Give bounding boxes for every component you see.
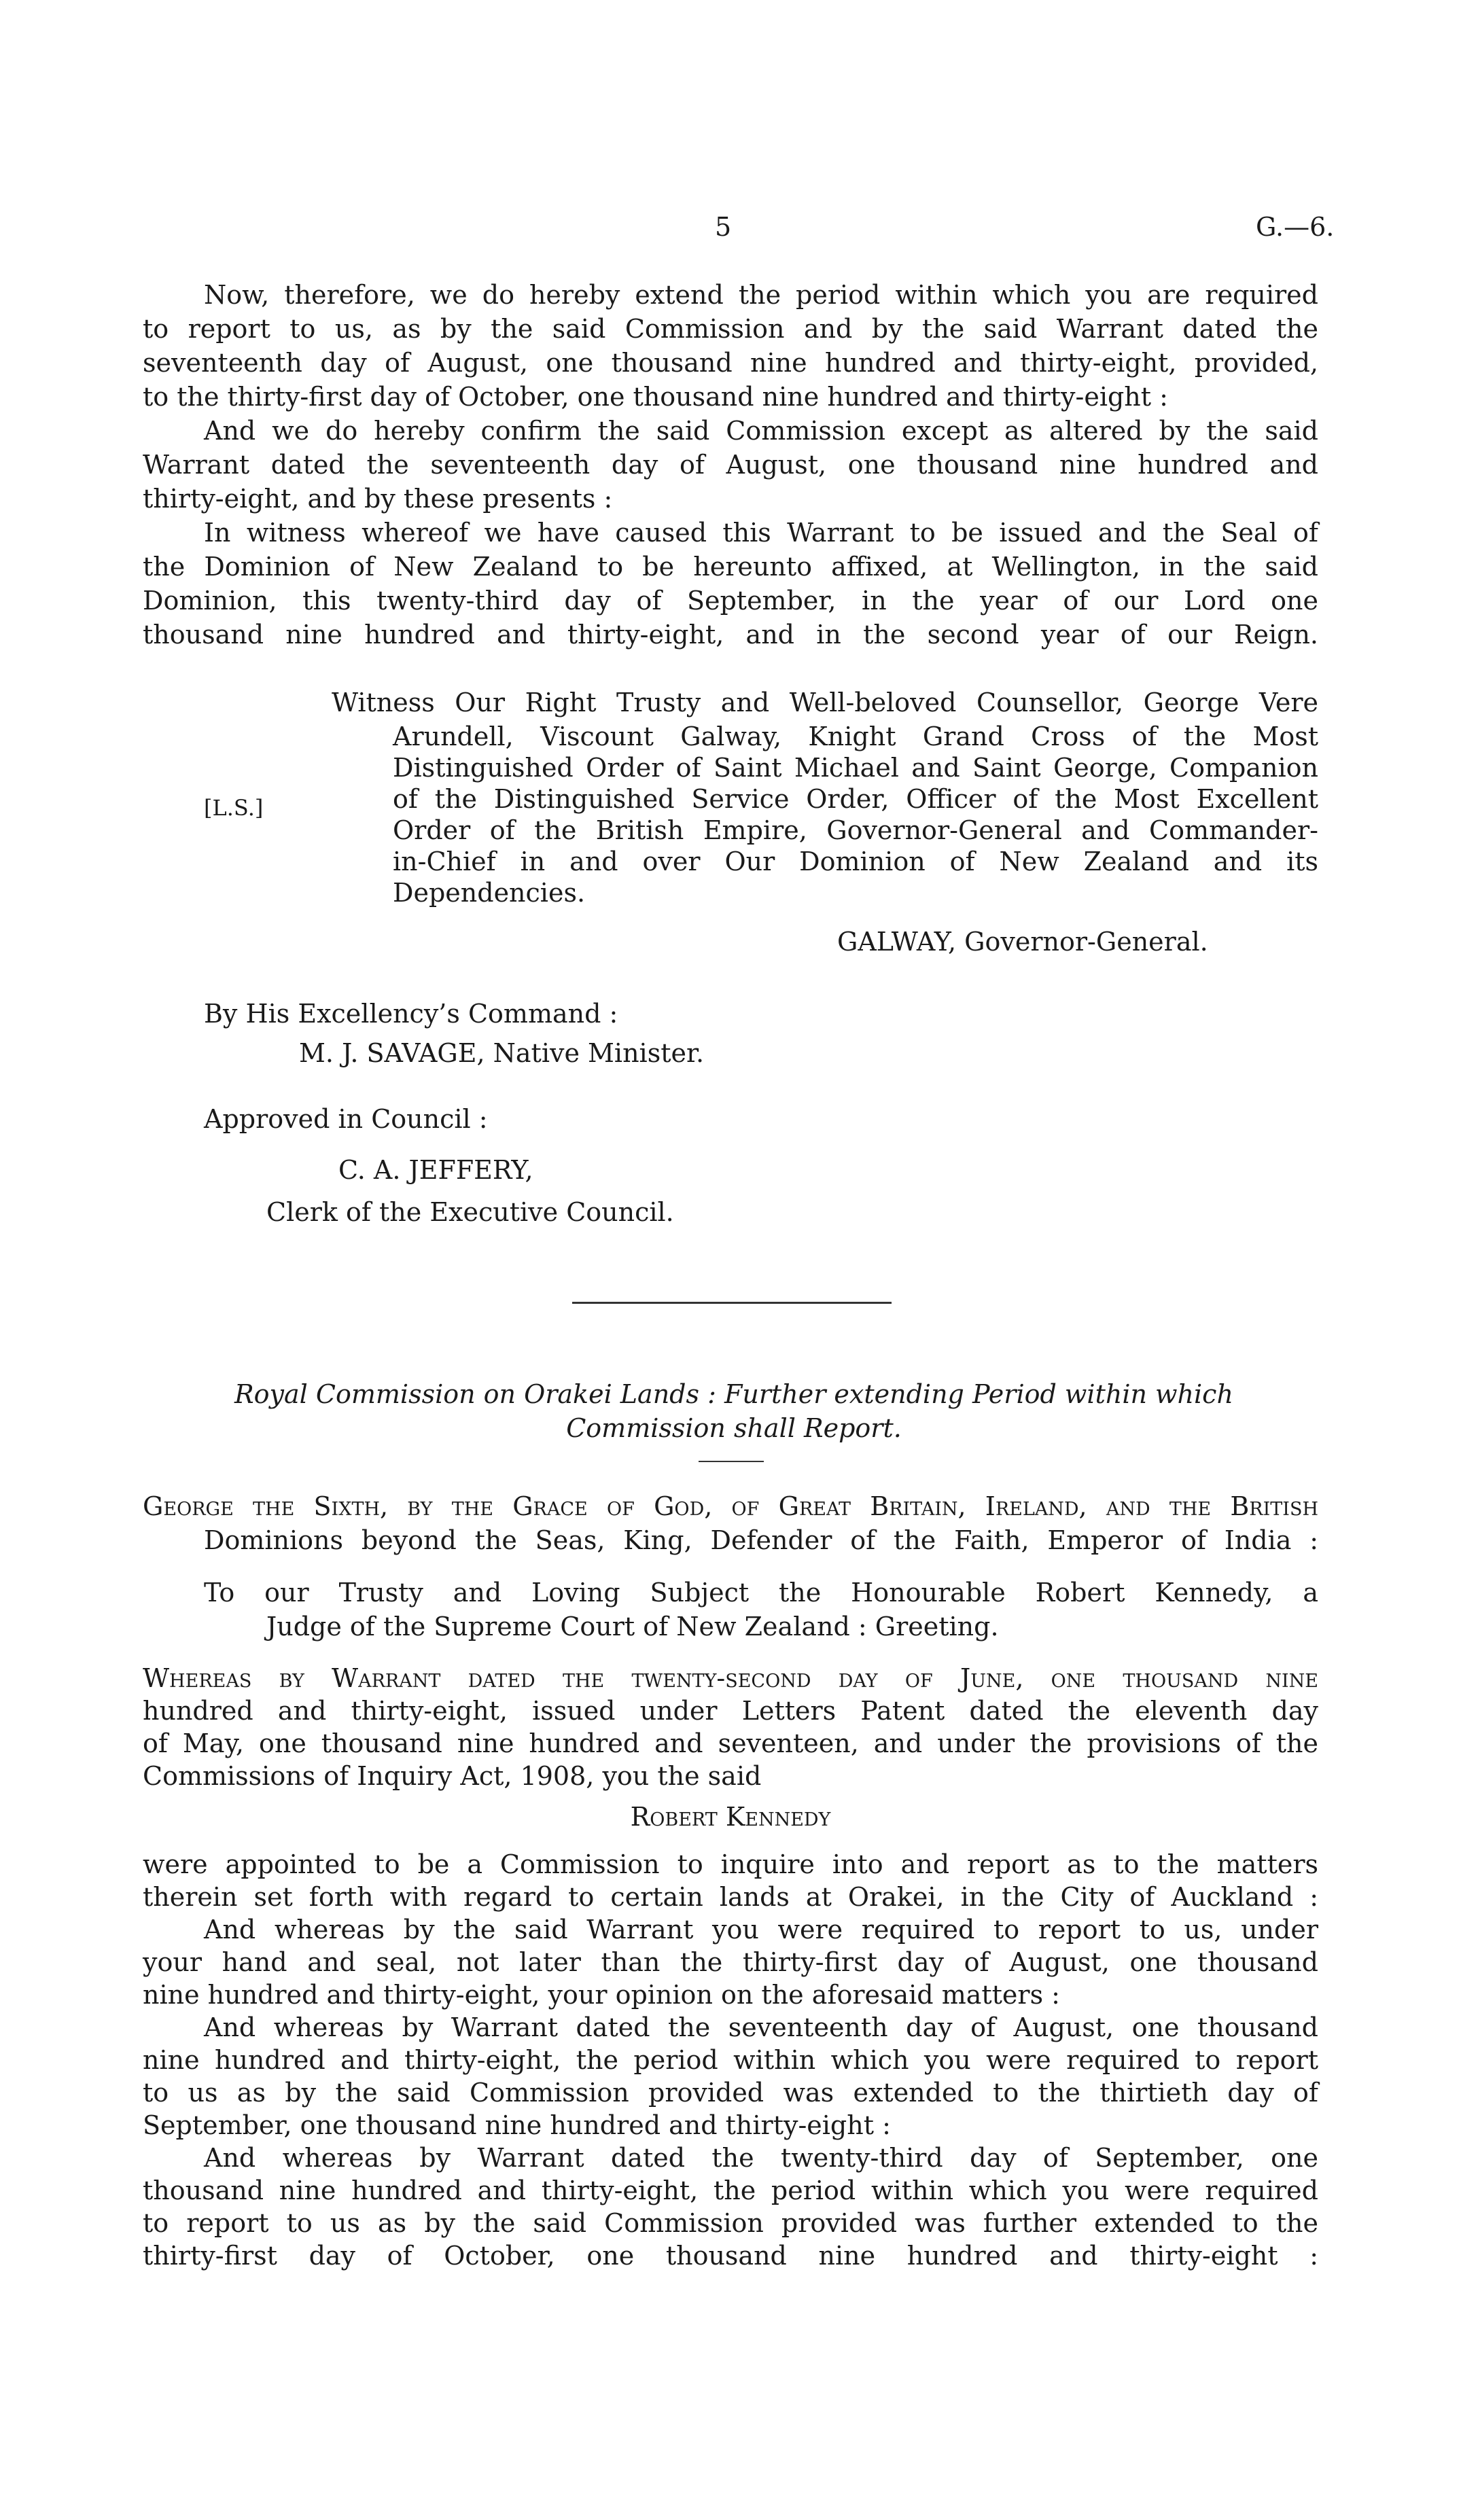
text-line: thirty-eight, and by these presents :: [143, 484, 613, 514]
text-line: To our Trusty and Loving Subject the Honourable Robert Kennedy, a: [204, 1578, 1318, 1608]
text-line: to report to us, as by the said Commission and by the said Warrant dated the: [143, 314, 1318, 344]
text-line: to report to us as by the said Commission provided was further extended to the: [143, 2208, 1318, 2238]
text-line: thousand nine hundred and thirty-eight, the period within which you were required: [143, 2176, 1318, 2205]
text-line: Order of the British Empire, Governor-General and Commander-: [393, 815, 1318, 845]
governor-signature: GALWAY, Governor-General.: [837, 927, 1208, 957]
king-line1: [143, 1491, 1318, 1525]
command-label: By His Excellency’s Command :: [204, 999, 618, 1029]
appointed-paragraph: [143, 1849, 1318, 1915]
text-line: Arundell, Viscount Galway, Knight Grand Cross of the Most: [393, 722, 1318, 751]
text-line: Dominion, this twenty-third day of September, in the year of our Lord one: [143, 586, 1318, 616]
document-code: G.—6.: [1256, 212, 1335, 242]
text-line: Witness Our Right Trusty and Well-beloved Counsellor, George Vere: [332, 688, 1318, 717]
text-line: therein set forth with regard to certain lands at Orakei, in the City of Auckland :: [143, 1882, 1318, 1912]
whereas4-cont: [143, 2176, 1318, 2273]
text-line: Whereas by Warrant dated the twenty-second day of June, one thousand nine: [143, 1663, 1318, 1693]
text-line: nine hundred and thirty-eight, the period within which you were required to report: [143, 2045, 1318, 2075]
paragraph-confirm-cont: [143, 450, 1318, 518]
text-line: And whereas by the said Warrant you were required to report to us, under: [204, 1915, 1318, 1945]
warrant-title-line1: Royal Commission on Orakei Lands : Further extending Period within which: [234, 1379, 1233, 1409]
text-line: to us as by the said Commission provided was extended to the thirtieth day of: [143, 2078, 1318, 2108]
text-line: seventeenth day of August, one thousand nine hundred and thirty-eight, provided,: [143, 348, 1318, 378]
text-line: hundred and thirty-eight, issued under Letters Patent dated the eleventh day: [143, 1696, 1318, 1726]
text-line: your hand and seal, not later than the thirty-first day of August, one thousand: [143, 1947, 1318, 1977]
seal-mark: [L.S.]: [204, 795, 264, 821]
text-line: were appointed to be a Commission to inquire into and report as to the matters: [143, 1849, 1318, 1879]
text-line: Dominions beyond the Seas, King, Defender of the Faith, Emperor of India :: [204, 1525, 1318, 1555]
text-line: And whereas by Warrant dated the twenty-third day of September, one: [204, 2143, 1318, 2173]
text-line: thirty-first day of October, one thousand nine hundred and thirty-eight :: [143, 2241, 1318, 2271]
text-line: George the Sixth, by the Grace of God, of Great Britain, Ireland, and the British: [143, 1491, 1318, 1521]
title-short-rule: [699, 1461, 764, 1462]
whereas3-first: [204, 2012, 1318, 2045]
paragraph-extend-period-cont: [143, 314, 1318, 416]
whereas2-cont: [143, 1947, 1318, 2012]
text-line: to the thirty-first day of October, one thousand nine hundred and thirty-eight :: [143, 382, 1168, 412]
page-number: 5: [715, 212, 732, 242]
address-line2: Judge of the Supreme Court of New Zealand : Greeting.: [266, 1612, 999, 1641]
paragraph-confirm: [204, 416, 1318, 450]
commissioner-name: Robert Kennedy: [630, 1802, 831, 1832]
text-line: Warrant dated the seventeenth day of August, one thousand nine hundred and: [143, 450, 1318, 480]
text-line: Dependencies.: [393, 878, 586, 908]
text-line: And whereas by Warrant dated the seventeenth day of August, one thousand: [204, 2012, 1318, 2042]
witness-first-line: [332, 688, 1318, 722]
paragraph-in-witness: [204, 518, 1318, 552]
text-line: Now, therefore, we do hereby extend the period within which you are required: [204, 280, 1318, 310]
text-line: And we do hereby confirm the said Commission except as altered by the said: [204, 416, 1318, 446]
clerk-title: Clerk of the Executive Council.: [266, 1197, 674, 1227]
text-line: In witness whereof we have caused this Warrant to be issued and the Seal of: [204, 518, 1318, 548]
section-divider: [572, 1302, 892, 1304]
text-line: Commissions of Inquiry Act, 1908, you the said: [143, 1761, 762, 1791]
text-line: Distinguished Order of Saint Michael and Saint George, Companion: [393, 753, 1318, 783]
approved-label: Approved in Council :: [204, 1104, 488, 1134]
text-line: in-Chief in and over Our Dominion of New Zealand and its: [393, 847, 1318, 876]
text-line: of the Distinguished Service Order, Officer of the Most Excellent: [393, 784, 1318, 814]
address-line1: [204, 1578, 1318, 1612]
whereas-paragraph: [143, 1663, 1318, 1794]
text-line: nine hundred and thirty-eight, your opinion on the aforesaid matters :: [143, 1980, 1060, 2010]
paragraph-extend-period: [204, 280, 1318, 314]
text-line: the Dominion of New Zealand to be hereunto affixed, at Wellington, in the said: [143, 552, 1318, 582]
whereas4-first: [204, 2143, 1318, 2176]
text-line: thousand nine hundred and thirty-eight, and in the second year of our Reign.: [143, 620, 1318, 650]
paragraph-in-witness-cont: [143, 552, 1318, 654]
text-line: September, one thousand nine hundred and thirty-eight :: [143, 2110, 891, 2140]
minister-signature: M. J. SAVAGE, Native Minister.: [299, 1038, 705, 1068]
clerk-name: C. A. JEFFERY,: [338, 1155, 533, 1185]
whereas2-first: [204, 1915, 1318, 1947]
warrant-title-line2: Commission shall Report.: [566, 1413, 902, 1443]
whereas3-cont: [143, 2045, 1318, 2143]
text-line: of May, one thousand nine hundred and seventeen, and under the provisions of the: [143, 1728, 1318, 1758]
witness-block: [393, 722, 1318, 909]
king-line2: [204, 1525, 1318, 1559]
